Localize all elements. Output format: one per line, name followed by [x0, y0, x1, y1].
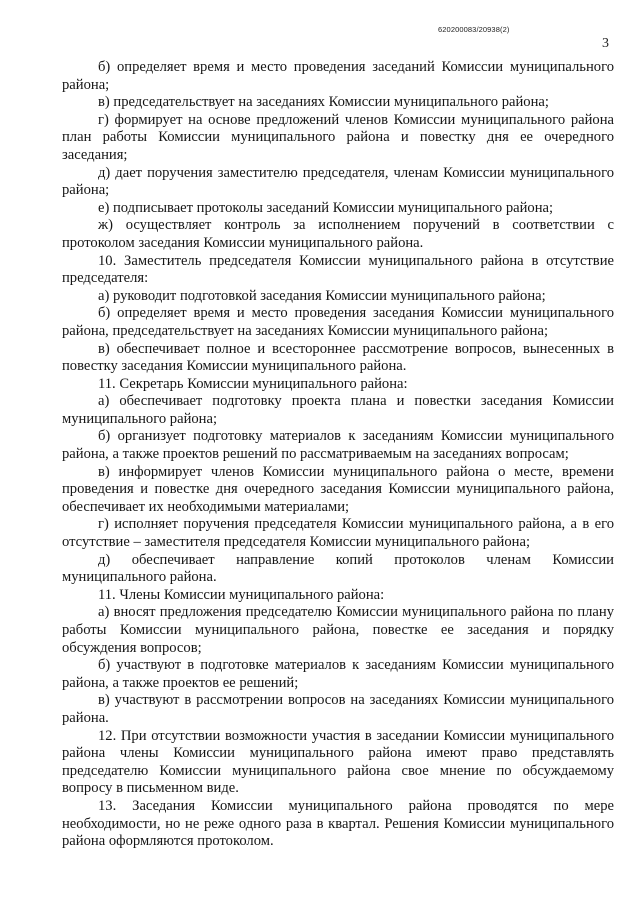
paragraph: 11. Секретарь Комиссии муниципального района: — [98, 375, 408, 392]
document-body — [62, 59, 614, 851]
paragraph: ж) осуществляет контроль за исполнением поручений в соответствии с протоколом заседания Комиссии муниципального района. — [62, 217, 614, 251]
paragraph: а) обеспечивает подготовку проекта плана и повестки заседания Комиссии муниципального района; — [62, 393, 614, 427]
paragraph: д) дает поручения заместителю председателя, членам Комиссии муниципального района; — [62, 164, 614, 199]
paragraph: а) вносят предложения председателю Комиссии муниципального района по плану работы Комиссии муниципального района, повестке ее заседания и порядку обсуждения вопросов; — [62, 604, 614, 656]
paragraph: б) участвуют в подготовке материалов к заседаниям Комиссии муниципального района, а также проектов ее решений; — [62, 657, 614, 691]
paragraph: д) обеспечивает направление копий протоколов членам Комиссии муниципального района. — [62, 551, 614, 586]
paragraph: г) исполняет поручения председателя Комиссии муниципального района, а в его отсутствие – заместителя председателя Комиссии муниципального района; — [62, 516, 614, 551]
paragraph: б) определяет время и место проведения заседания Комиссии муниципального района, председательствует на заседаниях Комиссии муниципального района; — [62, 305, 614, 339]
paragraph: 12. При отсутствии возможности участия в заседании Комиссии муниципального района члены Комиссии муниципального района имеют право представлять председателю Комиссии муниципального района свое мнение по обсуждаемому вопросу в письменном виде. — [62, 727, 614, 797]
paragraph: а) руководит подготовкой заседания Комиссии муниципального района; — [98, 287, 546, 304]
paragraph: б) организует подготовку материалов к заседаниям Комиссии муниципального района, а также проектов решений по рассматриваемым на заседаниях вопросам; — [62, 428, 614, 463]
page-number: 3 — [602, 36, 609, 51]
paragraph: 10. Заместитель председателя Комиссии муниципального района в отсутствие председателя: — [62, 252, 614, 287]
paragraph: 13. Заседания Комиссии муниципального района проводятся по мере необходимости, но не реже одного раза в квартал. Решения Комиссии муниципального района оформляются протоколом. — [62, 797, 614, 850]
paragraph: б) определяет время и место проведения заседаний Комиссии муниципального района; — [62, 59, 614, 93]
paragraph: в) обеспечивает полное и всестороннее рассмотрение вопросов, вынесенных в повестку заседания Комиссии муниципального района. — [62, 340, 614, 375]
document-id: 620200083/20938(2) — [438, 25, 510, 34]
paragraph: в) председательствует на заседаниях Комиссии муниципального района; — [98, 94, 549, 111]
paragraph: в) информирует членов Комиссии муниципального района о месте, времени проведения и повестке дня очередного заседания Комиссии муниципального района, обеспечивает их необходимыми материалами; — [62, 463, 614, 515]
paragraph: 11. Члены Комиссии муниципального района: — [98, 586, 385, 603]
paragraph: е) подписывает протоколы заседаний Комиссии муниципального района; — [98, 199, 554, 216]
paragraph: г) формирует на основе предложений членов Комиссии муниципального района план работы Комиссии муниципального района и повестку дня ее очередного заседания; — [62, 111, 614, 163]
paragraph: в) участвуют в рассмотрении вопросов на заседаниях Комиссии муниципального района. — [62, 692, 614, 726]
